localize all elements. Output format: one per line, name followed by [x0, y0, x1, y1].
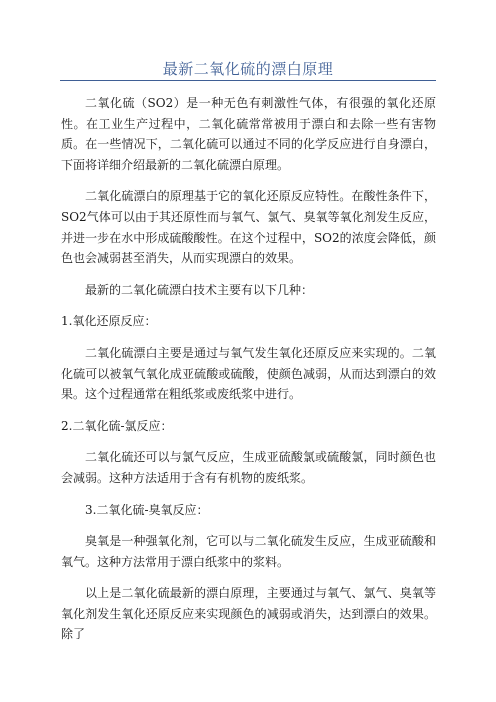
document-body [61, 93, 436, 656]
paragraph-ozone: 臭氧是一种强氧化剂，它可以与二氧化硫发生反应，生成亚硫酸和氧气。这种方法常用于漂白纸浆中的浆料。 [61, 534, 436, 569]
section-heading-ozone: 3.二氧化硫-臭氧反应： [85, 502, 209, 517]
paragraph-intro: 二氧化硫（SO2）是一种无色有刺激性气体，有很强的氧化还原性。在工业生产过程中，二氧化硫常常被用于漂白和去除一些有害物质。在一些情况下，二氧化硫可以通过不同的化学反应进行自身漂白，下面将详细介绍最新的二氧化硫漂白原理。 [61, 96, 436, 172]
paragraph-techniques-intro: 最新的二氧化硫漂白技术主要有以下几种： [85, 282, 314, 297]
title-underline [60, 80, 436, 81]
section-heading-chlorine: 2.二氧化硫-氯反应： [61, 418, 173, 433]
section-heading-redox: 1.氧化还原反应： [61, 314, 157, 329]
paragraph-chlorine: 二氧化硫还可以与氯气反应，生成亚硫酸氯或硫酸氯，同时颜色也会减弱。这种方法适用于含有有机物的废纸浆。 [61, 450, 436, 485]
page-title: 最新二氧化硫的漂白原理 [162, 60, 334, 78]
paragraph-summary: 以上是二氧化硫最新的漂白原理，主要通过与氧气、氯气、臭氧等氧化剂发生氧化还原反应来实现颜色的减弱或消失，达到漂白的效果。除了 [61, 586, 436, 642]
paragraph-principle: 二氧化硫漂白的原理基于它的氧化还原反应特性。在酸性条件下，SO2气体可以由于其还原性而与氧气、氯气、臭氧等氧化剂发生反应，并进一步在水中形成硫酸酸性。在这个过程中，SO2的浓度会降低，颜色也会减弱甚至消失，从而实现漂白的效果。 [61, 189, 436, 266]
paragraph-redox: 二氧化硫漂白主要是通过与氧气发生氧化还原反应来实现的。二氧化硫可以被氧气氧化成亚硫酸或硫酸，使颜色减弱，从而达到漂白的效果。这个过程通常在粗纸浆或废纸浆中进行。 [61, 345, 436, 402]
